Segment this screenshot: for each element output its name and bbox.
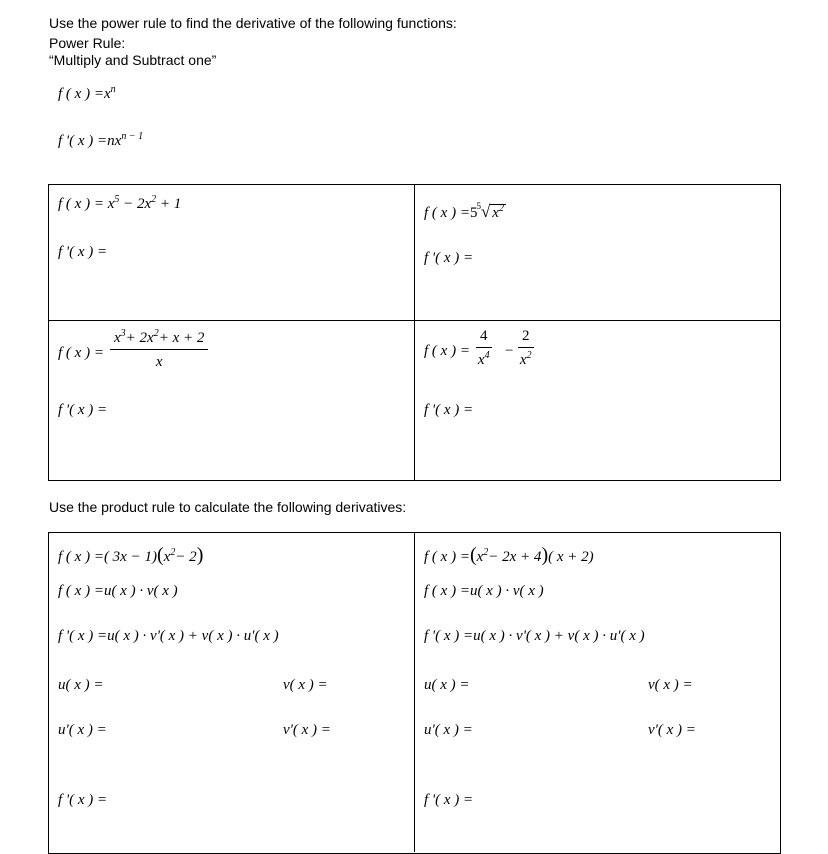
problem-4-minus: −	[505, 343, 514, 359]
problem-3-lhs: f ( x ) =	[58, 345, 104, 361]
product-1-uv: f ( x ) =u( x ) · v( x )	[58, 583, 178, 599]
problem-1-answer: f '( x ) =	[58, 244, 108, 260]
table-divider	[414, 184, 415, 481]
product-1-u: u( x ) =	[58, 677, 104, 693]
problem-3-fraction: $\frac{x^3+ 2x^2+ x + 2}{x}$	[110, 330, 208, 371]
power-rule-f: f ( x ) $=x^n$	[58, 84, 116, 102]
problem-4-fraction-1: $\frac{4}{x^4}$	[477, 328, 490, 368]
product-2-vprime: v'( x ) =	[648, 722, 696, 738]
product-2-u: u( x ) =	[424, 677, 470, 693]
product-1-function: f ( x ) =( $3x - 1)(x^2- 2)$	[58, 544, 204, 566]
table-divider	[414, 532, 415, 852]
problem-3-answer: f '( x ) =	[58, 402, 108, 418]
problem-4-answer: f '( x ) =	[424, 402, 474, 418]
product-1-v: v( x ) =	[283, 677, 328, 693]
problem-4-fraction-2: $\frac{2}{x^2}$	[519, 328, 532, 368]
problem-4-lhs: f ( x ) =	[424, 343, 470, 359]
product-1-vprime: v'( x ) =	[283, 722, 331, 738]
problem-1-function: f ( x ) = $x^5 - 2x^2 + 1$	[58, 194, 182, 212]
product-1-answer: f '( x ) =	[58, 792, 108, 808]
problem-2-function: f ( x ) $=5^5√$ $x^2$	[424, 201, 504, 221]
instruction-product: Use the product rule to calculate the following derivatives:	[49, 499, 407, 515]
product-2-rule: f '( x ) =u( x ) · v'( x ) + v( x ) · u'( x )	[424, 628, 645, 644]
product-2-answer: f '( x ) =	[424, 792, 474, 808]
problem-2-answer: f '( x ) =	[424, 250, 474, 266]
table-divider	[48, 320, 781, 321]
product-2-uv: f ( x ) =u( x ) · v( x )	[424, 583, 544, 599]
product-2-v: v( x ) =	[648, 677, 693, 693]
product-2-uprime: u'( x ) =	[424, 722, 473, 738]
rule-title: Power Rule:	[49, 35, 126, 51]
product-2-function: f ( x ) $=(x^2- 2x + 4)$( x + 2)	[424, 544, 594, 566]
power-rule-fprime: f '( x ) $=nx^{n - 1}$	[58, 131, 144, 149]
instruction-power: Use the power rule to find the derivative of the following functions:	[49, 15, 457, 31]
product-1-rule: f '( x ) =u( x ) · v'( x ) + v( x ) · u'( x )	[58, 628, 279, 644]
rule-quote: “Multiply and Subtract one”	[49, 52, 217, 68]
product-1-uprime: u'( x ) =	[58, 722, 107, 738]
